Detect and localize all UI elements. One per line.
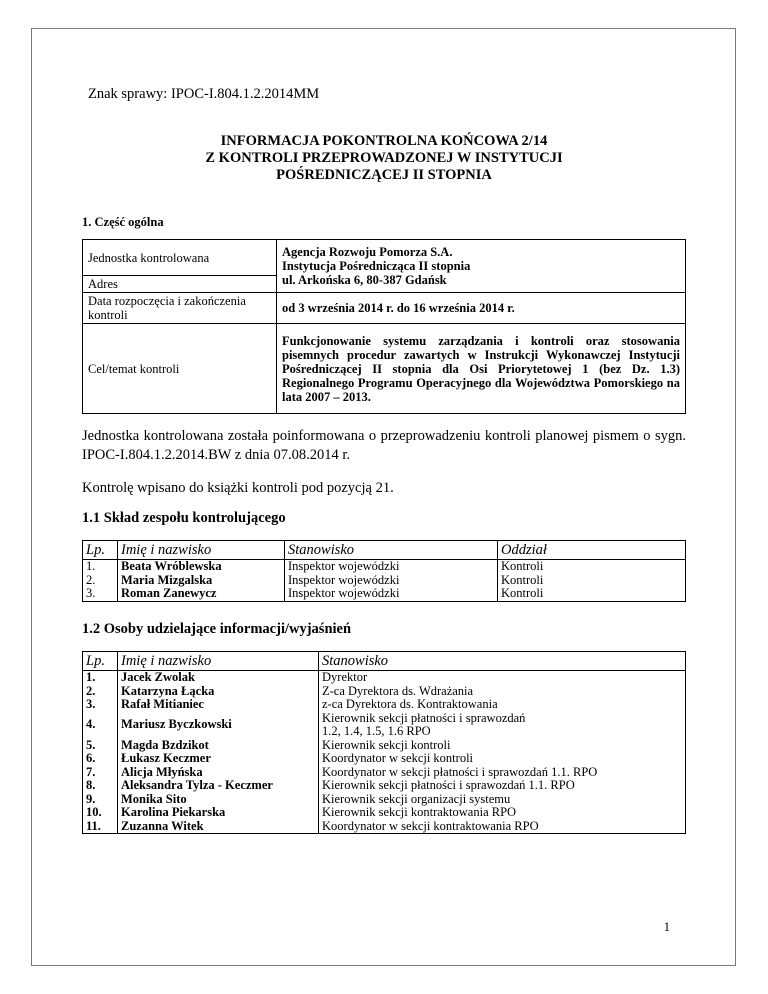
cell-lp: 3.	[83, 587, 118, 601]
table-row	[83, 671, 686, 685]
col-lp: Lp.	[83, 652, 118, 671]
table-row	[83, 806, 686, 820]
value-unit-address	[277, 240, 686, 293]
table-row	[83, 685, 686, 699]
cell-lp: 1.	[83, 560, 118, 574]
col-branch: Oddział	[498, 541, 686, 560]
cell-lp: 3.	[83, 698, 118, 712]
table-row	[83, 793, 686, 807]
table-row	[83, 739, 686, 753]
unit-type: Instytucja Pośrednicząca II stopnia	[282, 259, 471, 273]
register-paragraph: Kontrolę wpisano do książki kontroli pod pozycją 21.	[82, 480, 394, 496]
cell-name: Katarzyna Łącka	[118, 685, 319, 699]
table-row	[83, 766, 686, 780]
table-row	[83, 587, 686, 601]
cell-lp: 4.	[83, 712, 118, 739]
table-row	[83, 698, 686, 712]
case-reference: Znak sprawy: IPOC-I.804.1.2.2014MM	[88, 86, 320, 102]
cell-lp: 1.	[83, 671, 118, 685]
section-1-1-heading: 1.1 Skład zespołu kontrolującego	[82, 510, 286, 526]
cell-lp: 6.	[83, 752, 118, 766]
cell-position: Inspektor wojewódzki	[285, 587, 498, 601]
control-team-table	[82, 540, 686, 602]
label-controlled-unit: Jednostka kontrolowana	[83, 240, 277, 276]
cell-position: Inspektor wojewódzki	[285, 574, 498, 588]
cell-name: Maria Mizgalska	[118, 574, 285, 588]
section-1-heading: 1. Część ogólna	[82, 215, 164, 229]
table-row	[83, 712, 686, 739]
table-row	[83, 820, 686, 834]
cell-lp: 10.	[83, 806, 118, 820]
cell-name: Rafał Mitianiec	[118, 698, 319, 712]
page-number: 1	[663, 920, 670, 934]
table-row	[83, 560, 686, 574]
cell-position: Kierownik sekcji kontraktowania RPO	[319, 806, 686, 820]
cell-position: z-ca Dyrektora ds. Kontraktowania	[319, 698, 686, 712]
cell-name: Zuzanna Witek	[118, 820, 319, 834]
unit-address: ul. Arkońska 6, 80-387 Gdańsk	[282, 273, 447, 287]
cell-position: Kierownik sekcji organizacji systemu	[319, 793, 686, 807]
document-title	[80, 133, 688, 184]
table-row	[83, 752, 686, 766]
cell-name: Magda Bzdzikot	[118, 739, 319, 753]
title-line-3: POŚREDNICZĄCEJ II STOPNIA	[276, 167, 492, 183]
informants-table	[82, 651, 686, 834]
col-lp: Lp.	[83, 541, 118, 560]
cell-name: Beata Wróblewska	[118, 560, 285, 574]
cell-position: Kierownik sekcji kontroli	[319, 739, 686, 753]
cell-name: Jacek Zwolak	[118, 671, 319, 685]
col-name: Imię i nazwisko	[118, 652, 319, 671]
value-purpose: Funkcjonowanie systemu zarządzania i kontroli oraz stosowania pisemnych procedur zawartych w Instrukcji Wykonawczej Instytucji Pośredniczącej II stopnia dla Osi Priorytetowej 1 (bez Dz. 1.3) Regionalnego Programu Operacyjnego dla Województwa Pomorskiego na lata 2007 – 2013.	[277, 324, 686, 414]
col-position: Stanowisko	[285, 541, 498, 560]
section-1-2-heading: 1.2 Osoby udzielające informacji/wyjaśnień	[82, 621, 352, 637]
cell-position: Koordynator w sekcji kontroli	[319, 752, 686, 766]
label-purpose: Cel/temat kontroli	[83, 324, 277, 414]
cell-name: Alicja Młyńska	[118, 766, 319, 780]
cell-branch: Kontroli	[498, 560, 686, 574]
cell-name: Karolina Piekarska	[118, 806, 319, 820]
cell-lp: 7.	[83, 766, 118, 780]
value-dates: od 3 września 2014 r. do 16 września 2014 r.	[277, 293, 686, 324]
title-line-2: Z KONTROLI PRZEPROWADZONEJ W INSTYTUCJI	[205, 150, 563, 166]
cell-lp: 9.	[83, 793, 118, 807]
cell-position: Dyrektor	[319, 671, 686, 685]
cell-branch: Kontroli	[498, 574, 686, 588]
notification-paragraph: Jednostka kontrolowana została poinformowana o przeprowadzeniu kontroli planowej pismem o sygn. IPOC-I.804.1.2.2014.BW z dnia 07.08.2014 r.	[82, 428, 686, 463]
cell-position: Inspektor wojewódzki	[285, 560, 498, 574]
cell-lp: 11.	[83, 820, 118, 834]
table-row	[83, 779, 686, 793]
col-name: Imię i nazwisko	[118, 541, 285, 560]
label-dates: Data rozpoczęcia i zakończenia kontroli	[83, 293, 277, 324]
cell-name: Monika Sito	[118, 793, 319, 807]
cell-position: Koordynator w sekcji kontraktowania RPO	[319, 820, 686, 834]
cell-lp: 2.	[83, 685, 118, 699]
title-line-1: INFORMACJA POKONTROLNA KOŃCOWA 2/14	[220, 133, 548, 149]
cell-position	[319, 712, 686, 739]
cell-position: Z-ca Dyrektora ds. Wdrażania	[319, 685, 686, 699]
cell-name: Roman Zanewycz	[118, 587, 285, 601]
cell-name: Mariusz Byczkowski	[118, 712, 319, 739]
cell-branch: Kontroli	[498, 587, 686, 601]
general-info-table	[82, 239, 686, 414]
unit-name: Agencja Rozwoju Pomorza S.A.	[282, 245, 453, 259]
cell-position: Koordynator w sekcji płatności i sprawozdań 1.1. RPO	[319, 766, 686, 780]
table-row	[83, 574, 686, 588]
position-line-2: 1.2, 1.4, 1.5, 1.6 RPO	[322, 724, 431, 738]
col-position: Stanowisko	[319, 652, 686, 671]
cell-name: Aleksandra Tylza - Keczmer	[118, 779, 319, 793]
cell-lp: 5.	[83, 739, 118, 753]
cell-position: Kierownik sekcji płatności i sprawozdań 1.1. RPO	[319, 779, 686, 793]
label-address: Adres	[83, 276, 277, 293]
position-line-1: Kierownik sekcji płatności i sprawozdań	[322, 710, 526, 725]
cell-lp: 8.	[83, 779, 118, 793]
cell-lp: 2.	[83, 574, 118, 588]
cell-name: Łukasz Keczmer	[118, 752, 319, 766]
